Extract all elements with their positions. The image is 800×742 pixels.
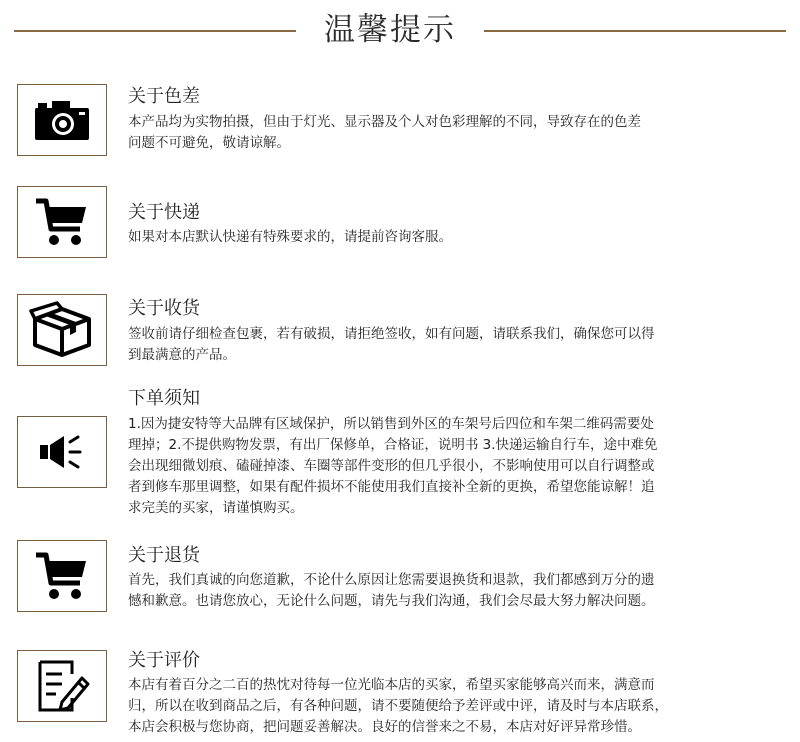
shopping-cart-icon — [17, 540, 107, 612]
body-line: 归，所以在收到商品之后，有各种问题，请不要随便给予差评或中评，请及时与本店联系， — [128, 698, 668, 714]
body-line: 理掉；2.不提供购物发票，有出厂保修单，合格证，说明书 3.快递运输自行车，途中难免 — [128, 437, 658, 453]
body-line: 求完美的买家，请谨慎购买。 — [128, 500, 304, 516]
review-form-icon — [17, 650, 107, 722]
header — [0, 0, 800, 62]
body-line: 本产品均为实物拍摄，但由于灯光、显示器及个人对色彩理解的不同，导致存在的色差 — [128, 114, 641, 130]
section-heading: 关于收货 — [128, 298, 200, 319]
body-line: 如果对本店默认快递有特殊要求的，请提前咨询客服。 — [128, 229, 452, 245]
body-line: 本店会积极与您协商，把问题妥善解决。良好的信誉来之不易，本店对好评异常珍惜。 — [128, 719, 641, 735]
megaphone-icon — [17, 416, 107, 488]
package-box-icon — [17, 294, 107, 366]
camera-icon — [17, 84, 107, 156]
body-line: 首先，我们真诚的向您道歉，不论什么原因让您需要退换货和退款，我们都感到万分的遗 — [128, 572, 655, 588]
body-line: 到最满意的产品。 — [128, 347, 236, 363]
section-body — [128, 227, 756, 248]
section-heading: 关于色差 — [128, 86, 200, 107]
section-heading: 关于退货 — [128, 545, 200, 566]
section-body — [128, 324, 756, 366]
section-body — [128, 570, 756, 612]
page-title: 温馨提示 — [324, 12, 456, 48]
section-body — [128, 414, 756, 519]
body-line: 本店有着百分之二百的热忱对待每一位光临本店的买家，希望买家能够高兴而来，满意而 — [128, 677, 655, 693]
body-line: 1.因为捷安特等大品牌有区域保护，所以销售到外区的车架号后四位和车架二维码需要处 — [128, 416, 654, 432]
section-body — [128, 675, 756, 738]
body-line: 憾和歉意。也请您放心，无论什么问题，请先与我们沟通，我们会尽最大努力解决问题。 — [128, 593, 655, 609]
body-line: 者到修车那里调整，如果有配件损坏不能使用我们直接补全新的更换，希望您能谅解！追 — [128, 479, 655, 495]
section-heading: 下单须知 — [128, 388, 200, 409]
body-line: 问题不可避免，敬请谅解。 — [128, 135, 290, 151]
section-heading: 关于评价 — [128, 650, 200, 671]
section-heading: 关于快递 — [128, 202, 200, 223]
body-line: 会出现细微划痕、磕碰掉漆、车圈等部件变形的但几乎很小，不影响使用可以自行调整或 — [128, 458, 655, 474]
section-body — [128, 112, 756, 154]
body-line: 签收前请仔细检查包裹，若有破损，请拒绝签收，如有问题，请联系我们，确保您可以得 — [128, 326, 655, 342]
header-divider-left — [14, 30, 296, 32]
header-divider-right — [484, 30, 786, 32]
shopping-cart-icon — [17, 186, 107, 258]
